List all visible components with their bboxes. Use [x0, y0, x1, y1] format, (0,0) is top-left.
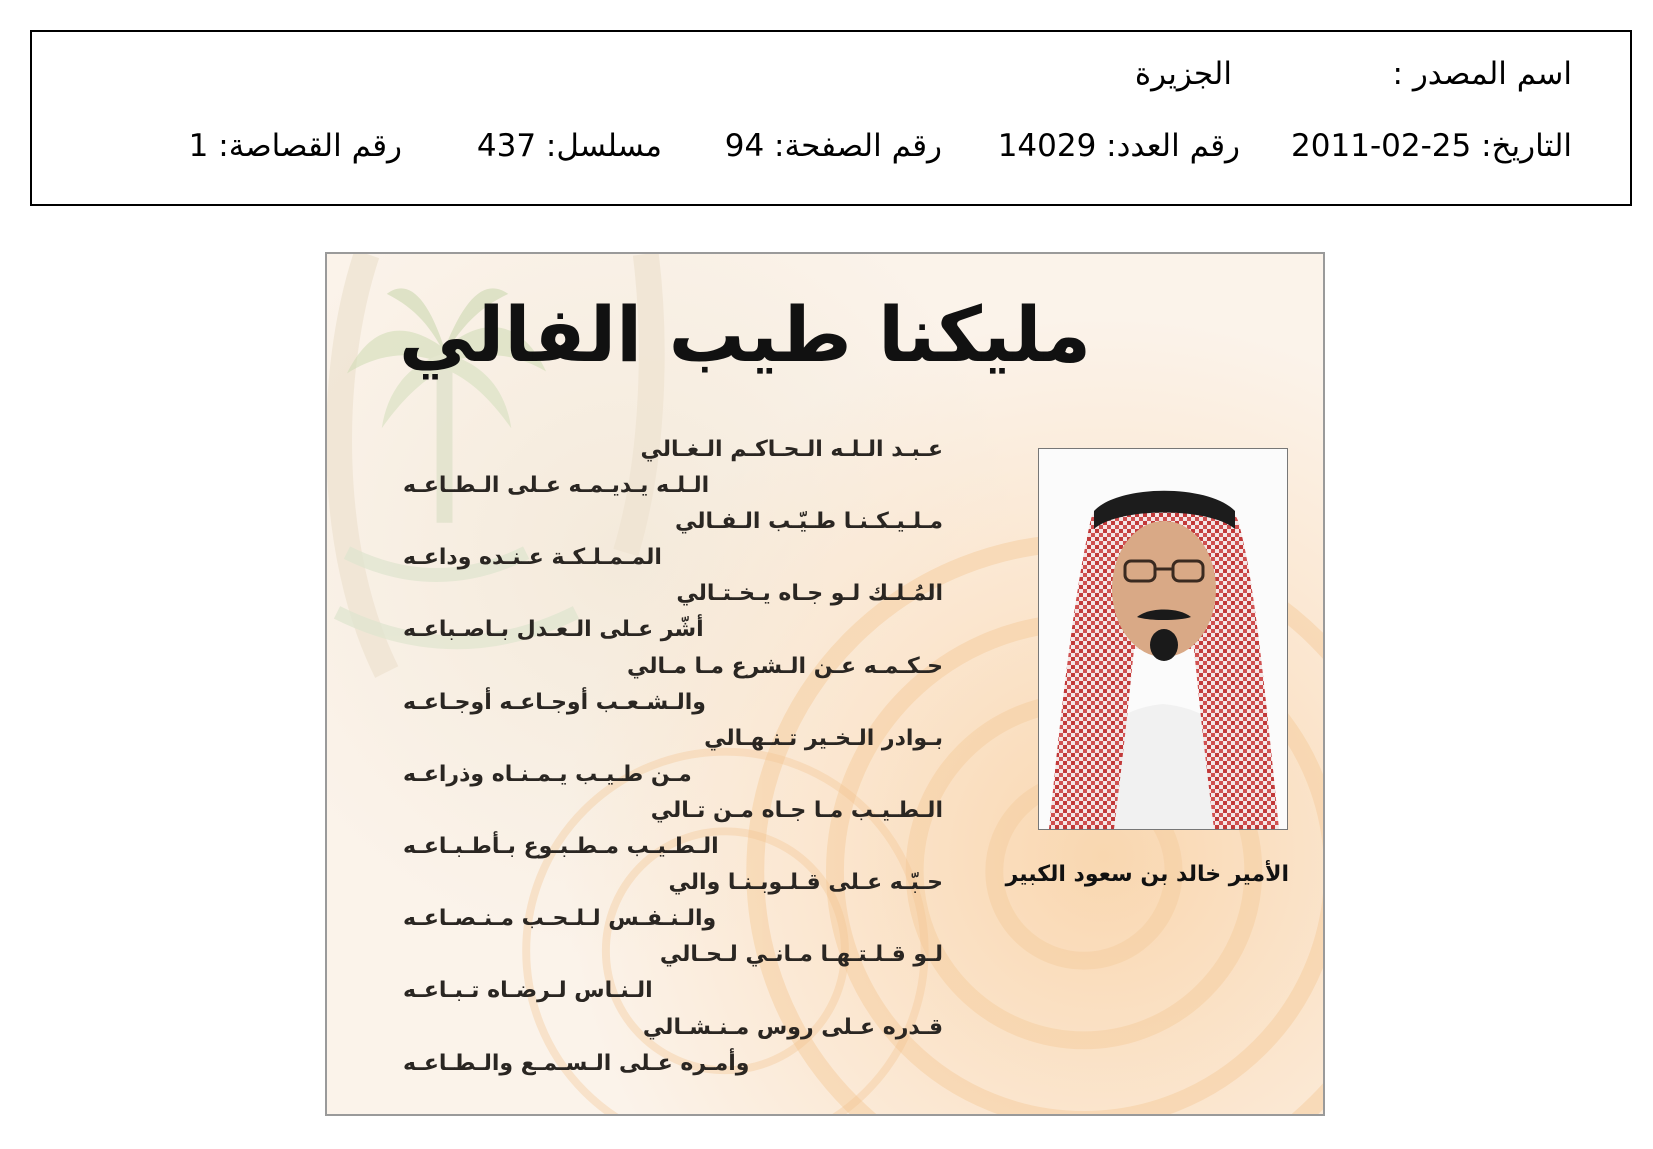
poem-verse: بـوادر الـخـير تـنـهـالي [704, 725, 943, 751]
poem-verse: عـبـد الـلـه الـحـاكـم الـغـالي [640, 437, 943, 462]
poem-verse: والـشـعـب أوجـاعـه أوجـاعـه [403, 689, 706, 715]
poem-verse: المُـلـك لـو جـاه يـخـتـالي [676, 581, 943, 607]
poem-verse: لـو قـلـتـهـا مـانـي لـحـالي [659, 942, 943, 968]
serial-number: مسلسل: 437 [476, 128, 662, 164]
poem-verse: والـنـفـس لـلـحـب مـنـصـاعـه [403, 906, 717, 932]
poem-verse: مـلـيـكـنـا طـيّـب الـفـالي [674, 509, 943, 535]
poem-verse: الـطـيـب مـطـبـوع بـأطـبـاعـه [403, 834, 719, 860]
poem-verse: الـطـيـب مـا جـاه مـن تـالي [650, 797, 943, 823]
poem-verse: حـبّـه عـلى قـلـوبـنـا والي [668, 870, 943, 896]
article-title: مليكنا طيب الفالي [398, 290, 1091, 379]
poem-verse: الـنـاس لـرضـاه تـبـاعـه [403, 978, 653, 1004]
poem-verse: أشّر عـلى الـعـدل بـاصـباعـه [403, 617, 704, 643]
source-label: اسم المصدر : [1392, 56, 1572, 92]
poem-verse: حـكـمـه عـن الـشرع مـا مـالي [626, 653, 943, 679]
portrait-photo [1038, 448, 1288, 830]
clip-number: رقم القصاصة: 1 [188, 128, 402, 164]
issue-number: رقم العدد: 14029 [997, 128, 1240, 164]
poem-verse: مـن طـيـب يـمـنـاه وذراعـه [403, 761, 692, 787]
poem-verse: وأمـره عـلى الـسـمـع والـطـاعـه [403, 1050, 750, 1076]
poem-verse: المـمـلـكـة عـنـده وداعـه [403, 545, 662, 571]
poem-verse: الـلـه يـديـمـه عـلى الـطـاعـه [403, 473, 710, 499]
photo-caption: الأمير خالد بن سعود الكبير [1005, 862, 1289, 887]
poem [403, 432, 943, 1082]
date-field: التاريخ: 25-02-2011 [1291, 128, 1572, 164]
source-metadata-box [30, 30, 1632, 206]
article-clipping [325, 252, 1325, 1116]
page-number: رقم الصفحة: 94 [724, 128, 942, 164]
source-value: الجزيرة [1134, 56, 1232, 92]
portrait-image [1039, 449, 1287, 829]
poem-verse: قـدره عـلى روس مـنـشـالي [642, 1014, 943, 1040]
